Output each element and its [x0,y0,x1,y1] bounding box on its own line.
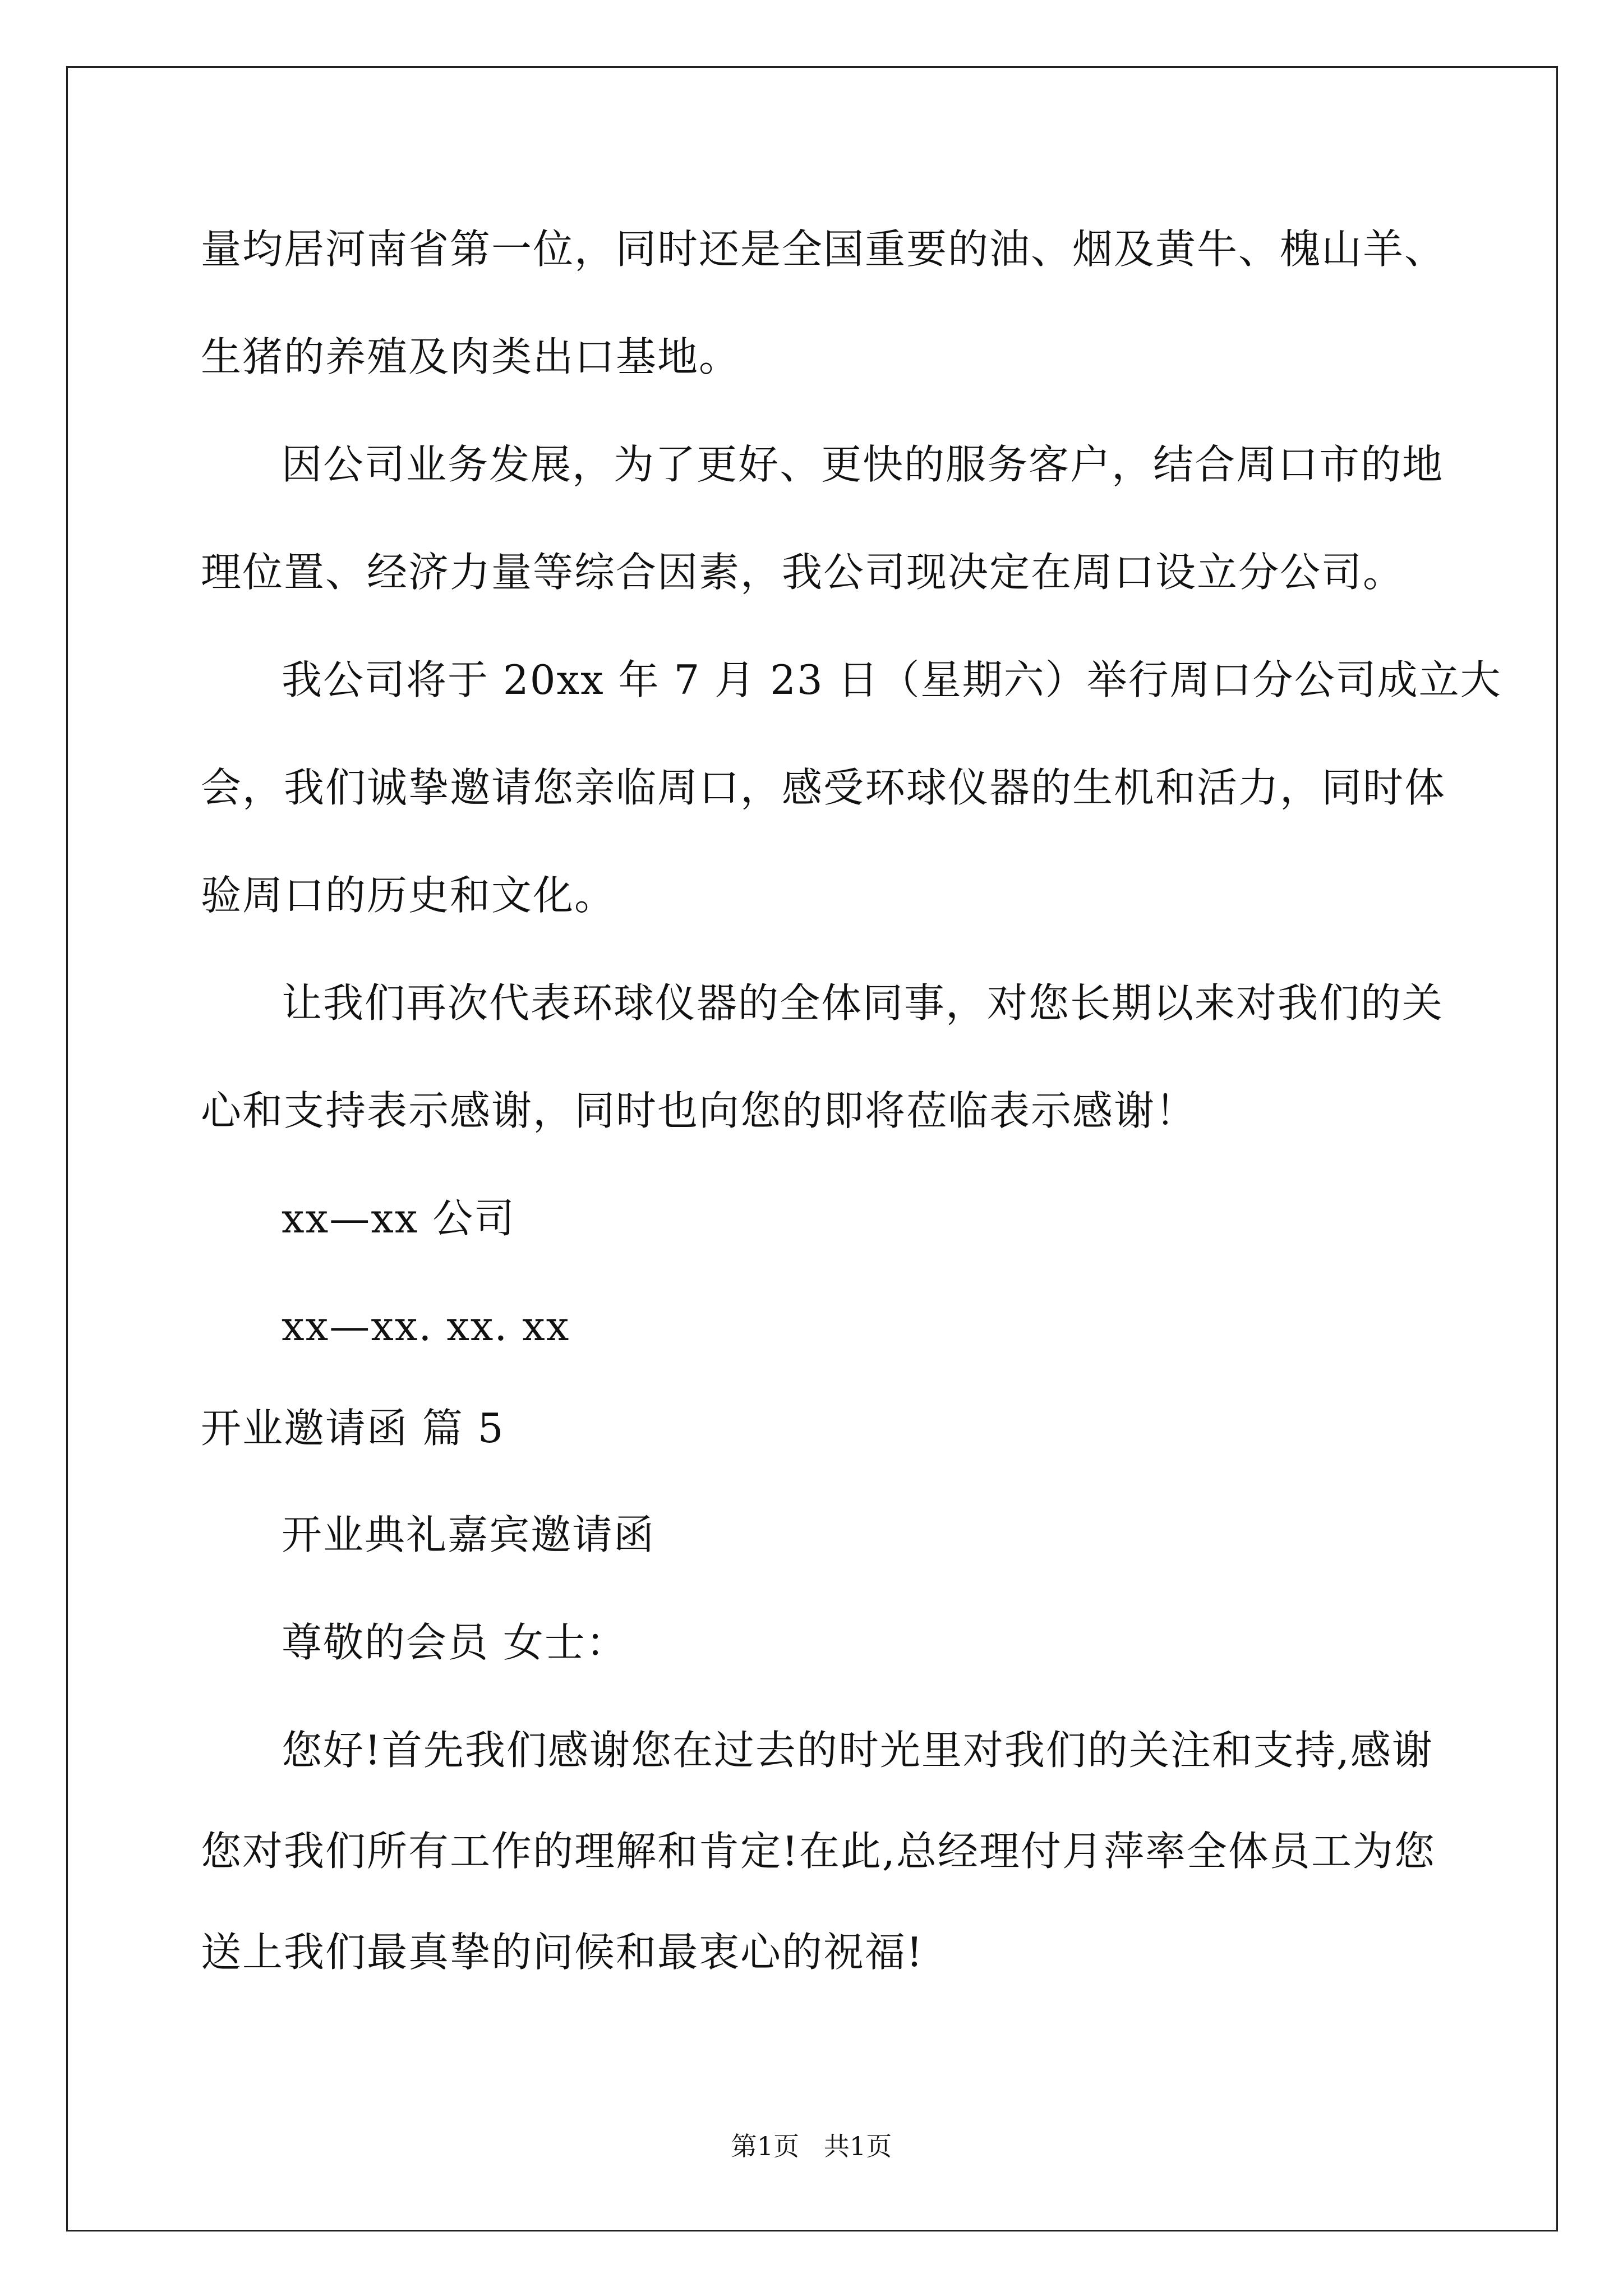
section-heading: 开业邀请函 篇 5 [201,1405,505,1452]
paragraph-line: 您好!首先我们感谢您在过去的时光里对我们的关注和支持,感谢 [282,1727,1433,1774]
page-footer: 第1页 共1页 [731,2131,892,2161]
paragraph-line: 您对我们所有工作的理解和肯定!在此,总经理付月萍率全体员工为您 [201,1828,1436,1875]
paragraph-line: 验周口的历史和文化。 [201,872,616,919]
letter-title: 开业典礼嘉宾邀请函 [282,1511,656,1558]
paragraph-line: 我公司将于 20xx 年 7 月 23 日（星期六）举行周口分公司成立大 [282,656,1502,703]
paragraph-line: 量均居河南省第一位，同时还是全国重要的油、烟及黄牛、槐山羊、 [201,226,1446,273]
page-border [66,66,1558,2231]
paragraph-line: 让我们再次代表环球仪器的全体同事，对您长期以来对我们的关 [282,979,1444,1027]
paragraph-line: 理位置、经济力量等综合因素，我公司现决定在周口设立分公司。 [201,549,1405,596]
company-signature: xx—xx 公司 [282,1195,516,1242]
paragraph-line: 会，我们诚挚邀请您亲临周口，感受环球仪器的生机和活力，同时体 [201,764,1446,811]
paragraph-line: 因公司业务发展，为了更好、更快的服务客户，结合周口市的地 [282,441,1444,488]
paragraph-line: 心和支持表示感谢，同时也向您的即将莅临表示感谢！ [201,1087,1197,1134]
paragraph-line: 生猪的养殖及肉类出口基地。 [201,333,741,380]
salutation: 尊敬的会员 女士： [282,1619,628,1666]
paragraph-line: 送上我们最真挚的问候和最衷心的祝福! [201,1929,924,1976]
date-signature: xx—xx. xx. xx [282,1303,570,1350]
